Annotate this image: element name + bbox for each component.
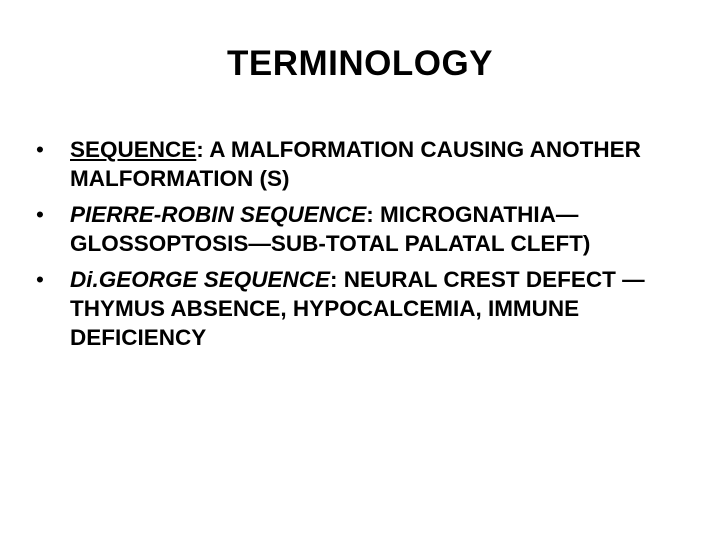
definition-text: NEURAL CREST DEFECT —THYMUS ABSENCE, HYPOCALCEMIA, IMMUNE DEFICIENCY	[70, 267, 645, 350]
bullet-icon: •	[36, 137, 44, 162]
term-label: PIERRE-ROBIN SEQUENCE	[70, 202, 367, 227]
term-label: SEQUENCE	[70, 137, 197, 162]
term-separator: :	[366, 202, 374, 227]
term-label: Di.GEORGE SEQUENCE	[70, 267, 331, 292]
bullet-item-pierre-robin	[36, 200, 696, 258]
slide-title: TERMINOLOGY	[226, 44, 494, 83]
term-separator: :	[196, 137, 204, 162]
bullet-list	[36, 135, 696, 359]
term-separator: :	[330, 267, 338, 292]
definition-text: MICROGNATHIA—GLOSSOPTOSIS—SUB-TOTAL PALATAL CLEFT)	[70, 202, 591, 256]
bullet-item-sequence	[36, 135, 696, 193]
bullet-icon: •	[36, 267, 44, 292]
bullet-item-digeorge	[36, 265, 696, 352]
bullet-icon: •	[36, 202, 44, 227]
definition-text: A MALFORMATION CAUSING ANOTHER MALFORMATION (S)	[70, 137, 641, 191]
